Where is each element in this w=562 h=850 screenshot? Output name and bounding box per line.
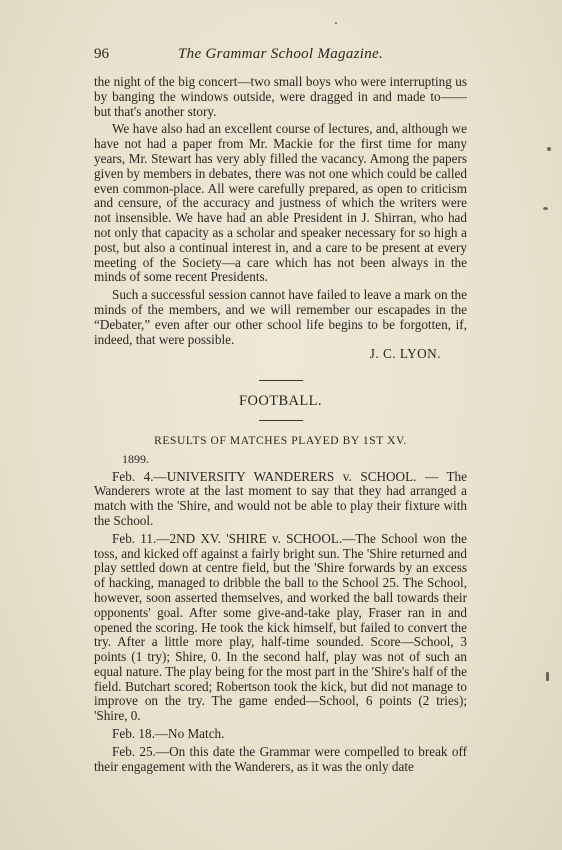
section-title: FOOTBALL. [239,393,322,410]
match-entry: Feb. 25.—On this date the Grammar were compelled to break off their engagement with the Wanderers, as it was the only date [94,743,467,774]
divider-rule [259,380,303,381]
results-subheading: RESULTS OF MATCHES PLAYED BY 1ST XV. [154,434,407,447]
debate-paragraph-3: Such a successful session cannot have failed to leave a mark on the minds of the members, and we will remember our escapades in the “Debater,” even after our other school life begins to be forgotten, if, indeed, that were possible. [94,287,467,347]
running-title: The Grammar School Magazine. [178,46,384,62]
match-entry: Feb. 18.—No Match. [112,726,225,742]
paper-speck [546,672,549,681]
author-signature: J. C. LYON. [369,346,441,362]
match-entry: Feb. 11.—2ND XV. 'SHIRE v. SCHOOL.—The School won the toss, and kicked off against a fairly bright sun. The 'Shire returned and play settled down at centre field, but the 'Shire forwards by an excess of hacking, managed to dribble the ball to the School 25. The School, however, soon asserted themselves, and worked the ball towards their opponents' goal. After some give-and-take play, Fraser ran in and opened the scoring. He took the kick himself, but failed to convert the try. After a little more play, half-time sounded. Score—School, 3 points (1 try); Shire, 0. In the second half, play was not of such an equal nature. The play being for the most part in the 'Shire's half of the field. Butchart scored; Robertson took the kick, but did not manage to improve on the try. The game ended—School, 6 points (2 tries); 'Shire, 0. [94,530,467,724]
article-body [94,75,467,774]
season-year: 1899. [122,451,149,466]
paper-speck [335,22,337,24]
debate-paragraph-2: We have also had an excellent course of lectures, and, although we have not had a paper from Mr. Mackie for the first time for many years, Mr. Stewart has very ably filled the vacancy. Among the papers given by members in debates, there was not one which could be called even common-place. All were carefully prepared, as open to criticism and censure, of the accuracy and justness of which the writers were not insensible. We have had an able President in J. Shirran, who had not only that capacity as a scholar and speaker necessary for so high a post, but also a continual interest in, and a care to be present at every meeting of the Society—a care which has not been always in the minds of some recent Presidents. [94,121,467,285]
paper-speck [547,147,551,151]
divider-rule [259,420,303,421]
paper-speck [543,207,548,210]
debate-paragraph-1: the night of the big concert—two small boys who were interrupting us by banging the windows outside, were dragged in and made to——but that's another story. [94,74,467,119]
match-entry: Feb. 4.—UNIVERSITY WANDERERS v. SCHOOL. — The Wanderers wrote at the last moment to say that they had arranged a match with the 'Shire, and would not be able to play their fixture with the School. [94,468,467,528]
page-number: 96 [94,46,109,62]
page-header [94,46,469,68]
